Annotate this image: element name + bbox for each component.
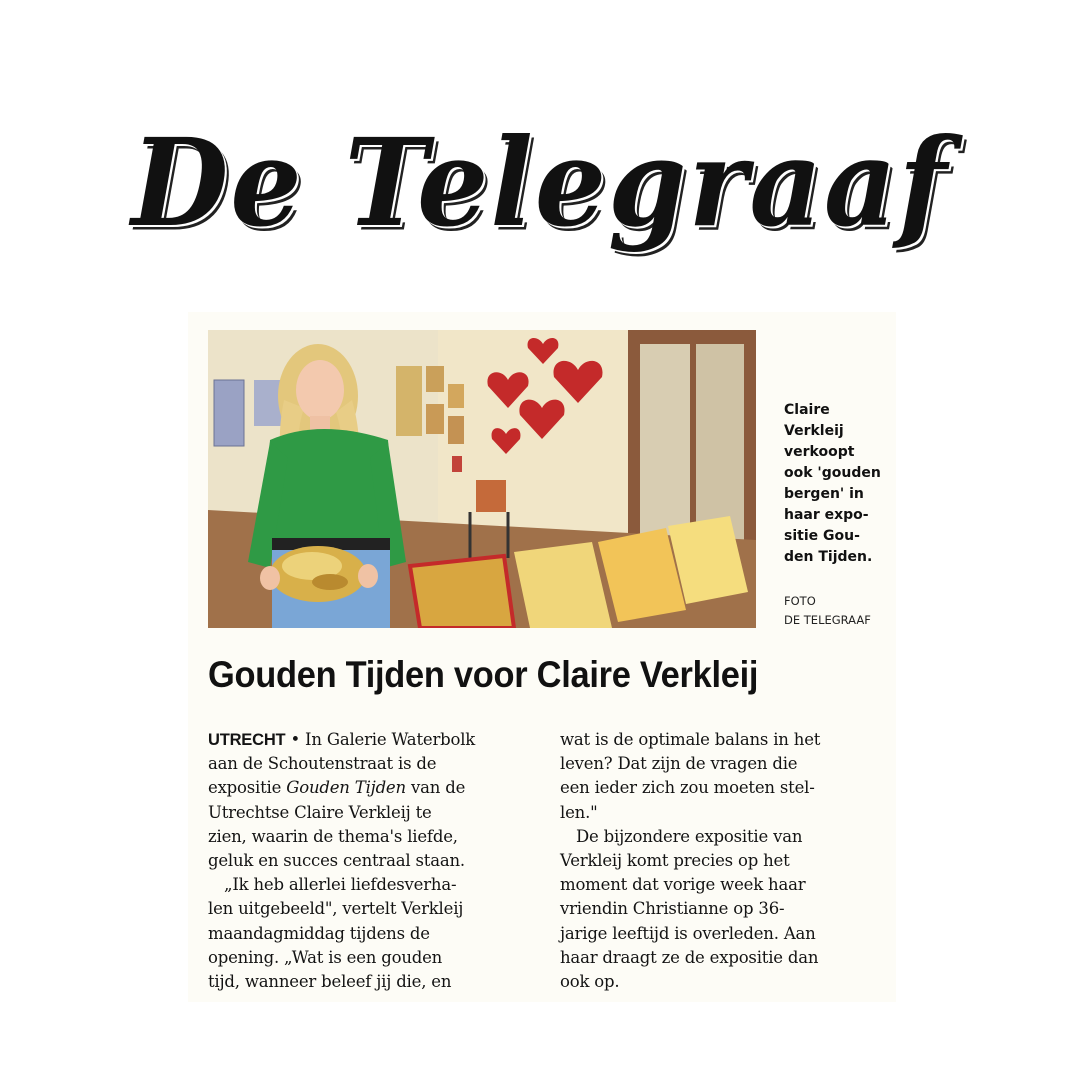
caption-line: Claire (784, 402, 830, 418)
body-line: aan de Schoutenstraat is de (208, 754, 437, 774)
credit-line: FOTO (784, 594, 816, 608)
caption-line: sitie Gou- (784, 528, 860, 544)
newspaper-logo: De Telegraaf (131, 112, 949, 254)
body-line: een ieder zich zou moeten stel- (560, 778, 815, 798)
body-line: leven? Dat zijn de vragen die (560, 754, 798, 774)
photo-caption (784, 400, 896, 568)
exhibition-title: Gouden Tijden (286, 778, 406, 798)
photo-credit (784, 592, 896, 630)
body-line: geluk en succes centraal staan. (208, 851, 465, 871)
caption-line: verkoopt (784, 444, 855, 460)
caption-line: haar expo- (784, 507, 869, 523)
body-line: ook op. (560, 972, 620, 992)
body-line: Verkleij komt precies op het (560, 851, 790, 871)
body-line: expositie Gouden Tijden van de (208, 778, 466, 798)
caption-line: bergen' in (784, 486, 864, 502)
credit-line: DE TELEGRAAF (784, 613, 871, 627)
newspaper-clipping (188, 312, 896, 1002)
caption-line: ook 'gouden (784, 465, 881, 481)
body-line: wat is de optimale balans in het (560, 730, 821, 749)
dateline: UTRECHT (208, 731, 286, 749)
body-line: moment dat vorige week haar (560, 875, 806, 895)
body-line: len uitgebeeld", vertelt Verkleij (208, 899, 464, 919)
article-column-right (560, 728, 900, 994)
body-line: UTRECHT • In Galerie Waterbolk (208, 730, 476, 749)
body-line: „Ik heb allerlei liefdesverha- (224, 875, 457, 895)
body-line: Utrechtse Claire Verkleij te (208, 802, 432, 822)
masthead (0, 108, 1080, 258)
body-line: maandagmiddag tijdens de (208, 923, 430, 943)
body-line: haar draagt ze de expositie dan (560, 947, 819, 967)
body-line: vriendin Christianne op 36- (560, 899, 785, 919)
body-line: jarige leeftijd is overleden. Aan (560, 923, 816, 943)
caption-line: Verkleij (784, 423, 844, 439)
body-line: zien, waarin de thema's liefde, (208, 826, 458, 846)
gallery-photo-illustration (208, 330, 756, 628)
article-column-left (208, 728, 548, 994)
article-headline: Gouden Tijden voor Claire Verkleij (208, 654, 759, 695)
caption-line: den Tijden. (784, 549, 873, 565)
body-line: opening. „Wat is een gouden (208, 947, 443, 967)
body-line: tijd, wanneer beleef jij die, en (208, 972, 452, 992)
body-line: len." (560, 802, 598, 822)
article-photo (208, 330, 756, 628)
body-line: De bijzondere expositie van (576, 826, 803, 846)
